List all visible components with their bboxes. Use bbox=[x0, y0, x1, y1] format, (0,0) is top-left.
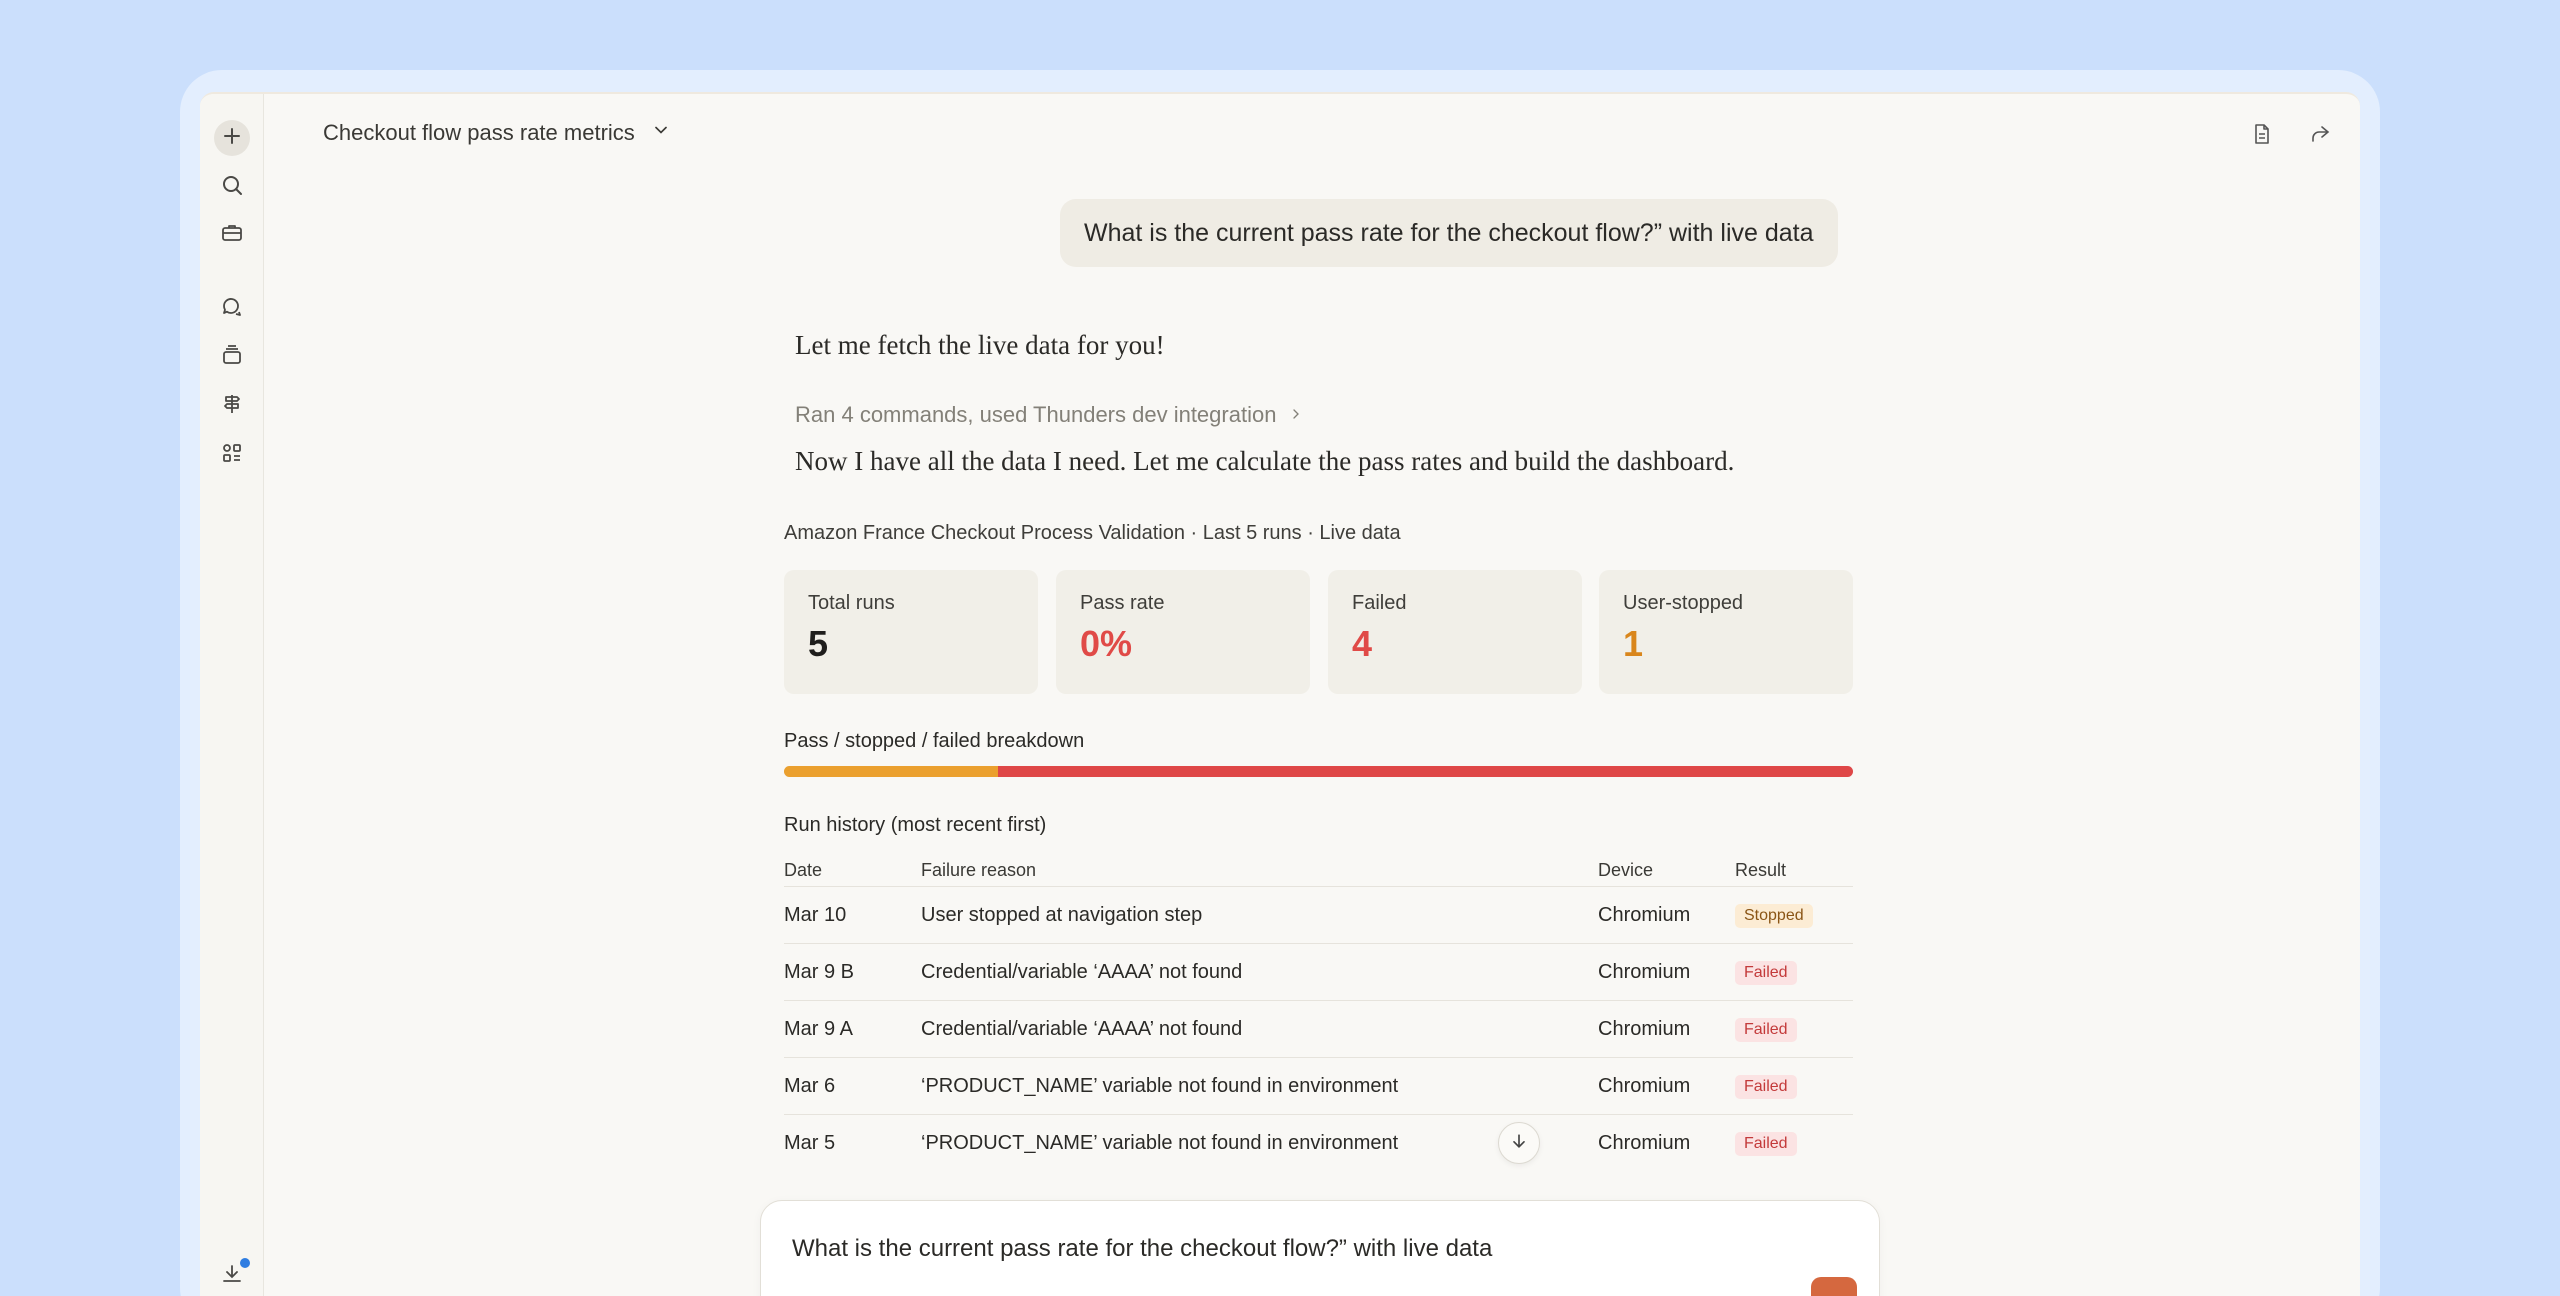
metric-label: Pass rate bbox=[1080, 592, 1165, 614]
column-header-result: Result bbox=[1735, 859, 1787, 880]
table-row bbox=[784, 886, 1853, 943]
status-badge: Failed bbox=[1735, 1132, 1797, 1156]
code-button[interactable] bbox=[214, 388, 250, 424]
metric-label: Total runs bbox=[808, 592, 895, 614]
search-icon bbox=[220, 173, 244, 202]
metric-label: User-stopped bbox=[1623, 592, 1744, 614]
downloads-button[interactable] bbox=[214, 1258, 250, 1294]
projects-button[interactable] bbox=[214, 217, 250, 253]
column-header-device: Device bbox=[1598, 859, 1654, 880]
chat-title-dropdown[interactable] bbox=[323, 120, 671, 146]
cell-result bbox=[1735, 1131, 1853, 1156]
cell-device: Chromium bbox=[1598, 1017, 1691, 1040]
chats-button[interactable] bbox=[214, 290, 250, 326]
stack-icon bbox=[220, 343, 244, 372]
metric-card-pass-rate bbox=[1056, 570, 1310, 694]
table-row bbox=[784, 1114, 1853, 1171]
cell-reason: ‘PRODUCT_NAME’ variable not found in environment bbox=[921, 1131, 1399, 1154]
scroll-to-bottom-button[interactable] bbox=[1498, 1122, 1540, 1164]
cell-result bbox=[1735, 960, 1853, 985]
arrow-down-icon bbox=[1509, 1131, 1529, 1156]
cell-device: Chromium bbox=[1598, 1131, 1691, 1154]
metric-card-failed bbox=[1328, 570, 1582, 694]
run-history-table bbox=[784, 854, 1853, 1171]
cell-date: Mar 9 A bbox=[784, 1017, 853, 1040]
top-actions bbox=[2248, 120, 2334, 148]
cell-device: Chromium bbox=[1598, 1074, 1691, 1097]
table-header bbox=[784, 854, 1853, 886]
status-badge: Failed bbox=[1735, 1075, 1797, 1099]
notification-dot bbox=[240, 1258, 250, 1268]
column-header-date: Date bbox=[784, 859, 823, 880]
briefcase-icon bbox=[220, 221, 244, 250]
assistant-intro: Let me fetch the live data for you! bbox=[795, 330, 1165, 360]
run-history-label: Run history (most recent first) bbox=[784, 814, 1047, 836]
sidebar bbox=[200, 94, 264, 1296]
app-window bbox=[200, 92, 2360, 1296]
chat-title: Checkout flow pass rate metrics bbox=[323, 120, 635, 145]
breakdown-label: Pass / stopped / failed breakdown bbox=[784, 730, 1085, 752]
artifacts-button[interactable] bbox=[214, 339, 250, 375]
apps-icon bbox=[220, 441, 244, 470]
search-button[interactable] bbox=[214, 169, 250, 205]
breakdown-segment-failed bbox=[998, 766, 1853, 777]
send-button[interactable] bbox=[1811, 1277, 1857, 1296]
assistant-followup: Now I have all the data I need. Let me calculate the pass rates and build the dashboard. bbox=[795, 446, 1735, 476]
message-composer[interactable] bbox=[760, 1200, 1880, 1296]
plus-icon bbox=[220, 124, 244, 153]
share-icon[interactable] bbox=[2306, 120, 2334, 148]
metric-card-total-runs bbox=[784, 570, 1038, 694]
cell-reason: Credential/variable ‘AAAA’ not found bbox=[921, 960, 1243, 983]
cell-date: Mar 5 bbox=[784, 1131, 836, 1154]
tool-summary-text: Ran 4 commands, used Thunders dev integration bbox=[795, 402, 1277, 427]
metric-card-user-stopped bbox=[1599, 570, 1853, 694]
cell-result bbox=[1735, 1017, 1853, 1042]
table-row bbox=[784, 1000, 1853, 1057]
dashboard-subtitle: Amazon France Checkout Process Validation · Last 5 runs · Live data bbox=[784, 522, 1401, 544]
cell-date: Mar 9 B bbox=[784, 960, 855, 983]
status-badge: Stopped bbox=[1735, 904, 1813, 928]
metric-value: 4 bbox=[1352, 623, 1373, 664]
cell-device: Chromium bbox=[1598, 960, 1691, 983]
document-icon[interactable] bbox=[2248, 120, 2276, 148]
cell-reason: ‘PRODUCT_NAME’ variable not found in environment bbox=[921, 1074, 1399, 1097]
chat-bubbles-icon bbox=[220, 294, 244, 323]
metric-value: 5 bbox=[808, 623, 829, 664]
cell-date: Mar 6 bbox=[784, 1074, 836, 1097]
cell-date: Mar 10 bbox=[784, 903, 847, 926]
cell-reason: User stopped at navigation step bbox=[921, 903, 1203, 926]
tool-summary[interactable] bbox=[795, 402, 1304, 428]
status-badge: Failed bbox=[1735, 1018, 1797, 1042]
cell-result bbox=[1735, 903, 1853, 928]
breakdown-segment-stopped bbox=[784, 766, 998, 777]
apps-button[interactable] bbox=[214, 437, 250, 473]
new-chat-button[interactable] bbox=[214, 120, 250, 156]
user-message bbox=[1060, 199, 1838, 267]
chevron-down-icon bbox=[651, 120, 671, 146]
metric-value: 1 bbox=[1623, 623, 1644, 664]
breakdown-bar bbox=[784, 766, 1853, 777]
column-header-reason: Failure reason bbox=[921, 859, 1037, 880]
signpost-icon bbox=[220, 392, 244, 421]
table-row bbox=[784, 943, 1853, 1000]
chevron-right-icon bbox=[1288, 402, 1304, 428]
table-row bbox=[784, 1057, 1853, 1114]
cell-reason: Credential/variable ‘AAAA’ not found bbox=[921, 1017, 1243, 1040]
metric-label: Failed bbox=[1352, 592, 1407, 614]
cell-result bbox=[1735, 1074, 1853, 1099]
status-badge: Failed bbox=[1735, 961, 1797, 985]
cell-device: Chromium bbox=[1598, 903, 1691, 926]
user-message-text: What is the current pass rate for the checkout flow?” with live data bbox=[1084, 218, 1814, 247]
composer-input[interactable]: What is the current pass rate for the checkout flow?” with live data bbox=[792, 1235, 1493, 1262]
metric-value: 0% bbox=[1080, 623, 1133, 664]
